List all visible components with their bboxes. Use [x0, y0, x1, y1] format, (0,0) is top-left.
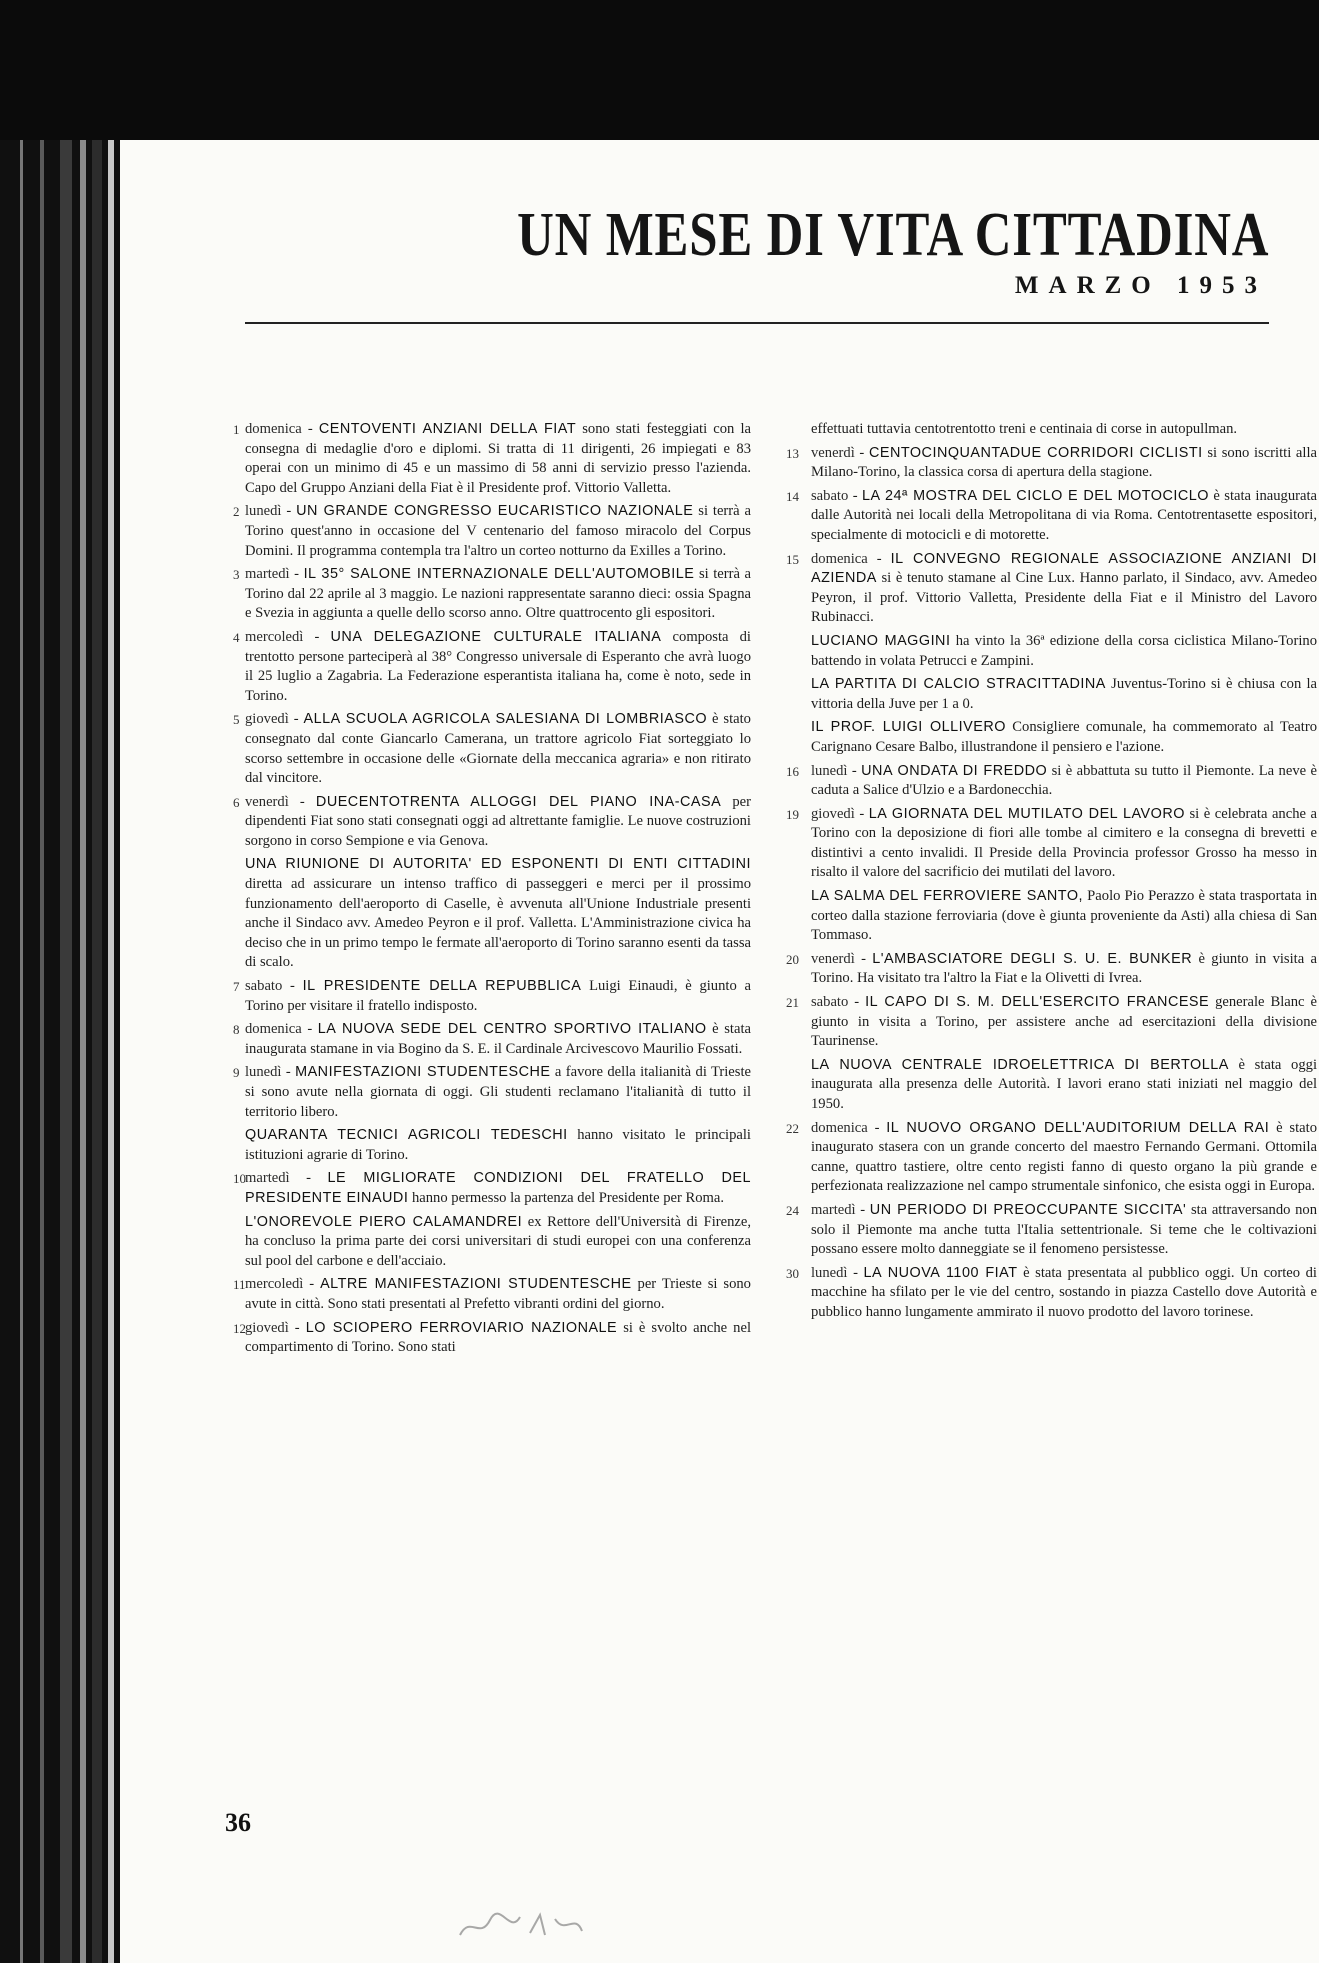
- calendar-entry: 11 mercoledì - ALTRE MANIFESTAZIONI STUDENTESCHE per Trieste si sono avute in città. Sono stati presentati al Prefetto vibranti ordini del giorno.: [233, 1276, 751, 1312]
- entry-date-number: 13: [786, 445, 799, 461]
- entry-weekday: sabato: [811, 994, 849, 1011]
- calendar-entry: [811, 420, 1317, 440]
- entry-weekday: sabato: [245, 978, 283, 995]
- entry-headline: LA NUOVA SEDE DEL CENTRO SPORTIVO ITALIANO: [317, 1021, 707, 1038]
- entry-weekday: martedì: [245, 1170, 290, 1187]
- entry-text: sta attraversando non solo il Piemonte ma anche tutta l'Italia settentrionale. Si teme che le coltivazioni possano essere molto danneggiate se il fenomeno persistesse.: [811, 1201, 1317, 1258]
- entry-date-number: 20: [786, 951, 799, 967]
- page-edge-line: [40, 140, 44, 1963]
- entry-weekday: lunedì: [245, 1064, 282, 1081]
- page-edge-line: [108, 140, 114, 1963]
- entry-text: è stato consegnato dal conte Giancarlo Camerana, un trattore agricolo Fiat sorteggiato lo scorso settembre in occasione delle «Giornate della meccanica agraria» e non ritirato dal vincitore.: [245, 711, 751, 787]
- entry-headline: IL CAPO DI S. M. DELL'ESERCITO FRANCESE: [865, 994, 1210, 1011]
- entry-weekday: domenica: [245, 1021, 302, 1038]
- entry-weekday: mercoledì: [245, 628, 304, 645]
- entry-weekday: lunedì: [811, 1264, 848, 1281]
- page-subtitle: MARZO 1953: [1014, 272, 1267, 299]
- entry-text: si sono iscritti alla Milano-Torino, la classica corsa di apertura della stagione.: [811, 444, 1317, 481]
- calendar-entry: 10 martedì - LE MIGLIORATE CONDIZIONI DEL FRATELLO DEL PRESIDENTE EINAUDI hanno permesso la partenza del Presidente per Roma.: [233, 1170, 751, 1206]
- entry-headline: LO SCIOPERO FERROVIARIO NAZIONALE: [305, 1319, 618, 1336]
- entry-date-number: 1: [233, 422, 240, 437]
- scan-artifact-mark: [450, 1905, 590, 1945]
- entry-weekday: venerdì: [811, 444, 855, 461]
- entry-headline: CENTOCINQUANTADUE CORRIDORI CICLISTI: [868, 444, 1203, 461]
- entry-date-number: 22: [786, 1120, 799, 1136]
- entry-text: Consigliere comunale, ha commemorato al Teatro Carignano Cesare Balbo, illustrandone il pensiero e l'azione.: [811, 719, 1317, 755]
- entry-headline: LUCIANO MAGGINI: [811, 632, 951, 649]
- entry-headline: UNA RIUNIONE DI AUTORITA' ED ESPONENTI DI ENTI CITTADINI: [245, 856, 751, 873]
- entry-headline: LA SALMA DEL FERROVIERE SANTO,: [811, 888, 1084, 905]
- right-column: [786, 420, 1318, 1327]
- entry-text: per Trieste si sono avute in città. Sono stati presentati al Prefetto vibranti ordini del giorno.: [245, 1276, 751, 1312]
- entry-weekday: giovedì: [245, 1319, 289, 1336]
- entry-headline: L'AMBASCIATORE DEGLI S. U. E. BUNKER: [872, 950, 1193, 967]
- entry-text: è stato inaugurato stasera con un grande concerto del maestro Fernando Germani. Ottomila canne, quattro tastiere, oltre cento registi fanno di questo organo la più grande e perfezionata realizzazione nel campo strumentale sinfonico, che esista oggi in Europa.: [811, 1119, 1317, 1195]
- entry-text: si è abbattuta su tutto il Piemonte. La neve è caduta a Salice d'Ulzio e a Bardonecchia.: [811, 762, 1317, 799]
- calendar-entry: [811, 718, 1317, 757]
- entry-text: si è celebrata anche a Torino con la deposizione di fiori alle tombe al cimitero e la consegna di brevetti e distintivi a cento invalidi. Il Preside della Provincia professor Grosso ha messo in risalto il valore del sacrificio dei mutilati del lavoro.: [811, 805, 1317, 881]
- entry-headline: DUECENTOTRENTA ALLOGGI DEL PIANO INA-CASA: [315, 793, 722, 810]
- entry-headline: UN GRANDE CONGRESSO EUCARISTICO NAZIONALE: [296, 503, 694, 520]
- entry-text: Paolo Pio Perazzo è stata trasportata in corteo dalla stazione ferroviaria (dove è giunta proveniente da Asti) alla chiesa di San Tommaso.: [811, 888, 1317, 944]
- calendar-entry: 13 venerdì - CENTOCINQUANTADUE CORRIDORI CICLISTI si sono iscritti alla Milano-Torino, la classica corsa di apertura della stagione.: [786, 444, 1317, 481]
- page-edge-line: [92, 140, 102, 1963]
- entry-headline: IL PRESIDENTE DELLA REPUBBLICA: [302, 978, 582, 995]
- entry-headline: LA GIORNATA DEL MUTILATO DEL LAVORO: [868, 805, 1185, 822]
- entry-weekday: domenica: [245, 421, 302, 437]
- entry-text: è stata presentata al pubblico oggi. Un corteo di macchine ha sfilato per le vie del centro, sostando in piazza Castello dove Autorità e pubblico hanno lungamente ammirato il nuovo prodotto del lavoro torinese.: [811, 1264, 1317, 1320]
- entry-date-number: 5: [233, 712, 240, 728]
- entry-date-number: 7: [233, 979, 240, 995]
- entry-text: composta di trentotto persone parteciperà al 38° Congresso universale di Esperanto che avrà luogo il 25 luglio a Zagabria. La Federazione esperantista italiana ha, come è noto, sede in Torino.: [245, 628, 751, 704]
- entry-date-number: 8: [233, 1022, 240, 1038]
- calendar-entry: 15 domenica - IL CONVEGNO REGIONALE ASSOCIAZIONE ANZIANI DI AZIENDA si è tenuto stamane al Cine Lux. Hanno parlato, il Sindaco, avv. Amedeo Peyron, il prof. Vittorio Valletta, Presidente della Fiat e il Ministro del Lavoro Rubinacci.: [786, 550, 1317, 626]
- calendar-entry: 8 domenica - LA NUOVA SEDE DEL CENTRO SPORTIVO ITALIANO è stata inaugurata stamane in via Bogino da S. E. il Cardinale Arcivescovo Maurilio Fossati.: [233, 1021, 751, 1057]
- entry-text: hanno visitato le principali istituzioni agrarie di Torino.: [245, 1127, 751, 1163]
- calendar-entry: 22 domenica - IL NUOVO ORGANO DELL'AUDITORIUM DELLA RAI è stato inaugurato stasera con un grande concerto del maestro Fernando Germani. Ottomila canne, quattro tastiere, oltre cento registi fanno di questo organo la più grande e perfezionata realizzazione nel campo strumentale sinfonico, che esista oggi in Europa.: [786, 1119, 1317, 1195]
- left-column: [233, 420, 751, 1362]
- entry-weekday: martedì: [811, 1201, 856, 1218]
- entry-date-number: 16: [786, 763, 799, 779]
- entry-text: Juventus-Torino si è chiusa con la vittoria della Juve per 1 a 0.: [811, 676, 1317, 712]
- entry-headline: L'ONOREVOLE PIERO CALAMANDREI: [245, 1213, 523, 1230]
- entry-headline: IL CONVEGNO REGIONALE ASSOCIAZIONE ANZIANI DI AZIENDA: [811, 550, 1317, 587]
- entry-headline: UNA ONDATA DI FREDDO: [861, 762, 1048, 779]
- page-title: UN MESE DI VITA CITTADINA: [516, 201, 1269, 269]
- entry-text: hanno permesso la partenza del Presidente per Roma.: [411, 1189, 725, 1206]
- entry-headline: LA NUOVA CENTRALE IDROELETTRICA DI BERTOLLA: [811, 1056, 1229, 1073]
- entry-text: effettuati tuttavia centotrentotto treni e centinaia di corse in autopullman.: [811, 421, 1238, 437]
- entry-date-number: 9: [233, 1065, 240, 1081]
- entry-weekday: domenica: [811, 550, 868, 567]
- calendar-entry: [811, 632, 1317, 671]
- calendar-entry: 1 domenica - CENTOVENTI ANZIANI DELLA FIAT sono stati festeggiati con la consegna di medaglie d'oro e diplomi. Si tratta di 11 dirigenti, 26 impiegati e 83 operai con un minimo di 45 e un massimo di 58 anni di servizio presso l'azienda. Capo del Gruppo Anziani della Fiat è il Presidente prof. Vittorio Valletta.: [233, 421, 751, 496]
- entry-weekday: sabato: [811, 487, 849, 504]
- calendar-entry: 14 sabato - LA 24ª MOSTRA DEL CICLO E DEL MOTOCICLO è stata inaugurata dalle Autorità nei locali della Metropolitana di via Roma. Centotrentasette espositori, specialmente di motocicli e di motorette.: [786, 487, 1317, 543]
- entry-text: si è svolto anche nel compartimento di Torino. Sono stati: [245, 1319, 751, 1356]
- entry-text: è stata inaugurata dalle Autorità nei locali della Metropolitana di via Roma. Centotrentasette espositori, specialmente di motocicli e di motorette.: [811, 487, 1317, 543]
- calendar-entry: 6 venerdì - DUECENTOTRENTA ALLOGGI DEL PIANO INA-CASA per dipendenti Fiat sono stati consegnati oggi ad altrettante famiglie. Le nuove costruzioni sorgono in corso Sempione e via Genova.: [233, 793, 751, 849]
- entry-weekday: lunedì: [811, 762, 848, 779]
- calendar-entry: [811, 1056, 1317, 1115]
- calendar-entry: 9 lunedì - MANIFESTAZIONI STUDENTESCHE a favore della italianità di Trieste si sono avute nella giornata di oggi. Gli studenti reclamano l'italianità di tutto il territorio libero.: [233, 1064, 751, 1120]
- calendar-entry: 24 martedì - UN PERIODO DI PREOCCUPANTE SICCITA' sta attraversando non solo il Piemonte ma anche tutta l'Italia settentrionale. Si teme che le coltivazioni possano essere molto danneggiate se il fenomeno persistesse.: [786, 1201, 1317, 1258]
- entry-headline: MANIFESTAZIONI STUDENTESCHE: [295, 1064, 551, 1081]
- entry-headline: UNA DELEGAZIONE CULTURALE ITALIANA: [330, 628, 662, 645]
- entry-text: per dipendenti Fiat sono stati consegnati oggi ad altrettante famiglie. Le nuove costruzioni sorgono in corso Sempione e via Genova.: [245, 793, 751, 849]
- page-edge-line: [80, 140, 86, 1963]
- entry-date-number: 14: [786, 488, 799, 504]
- entry-date-number: 12: [233, 1320, 246, 1336]
- entry-date-number: 10: [233, 1171, 246, 1187]
- calendar-entry: 4 mercoledì - UNA DELEGAZIONE CULTURALE ITALIANA composta di trentotto persone parteciperà al 38° Congresso universale di Esperanto che avrà luogo il 25 luglio a Zagabria. La Federazione esperantista italiana ha, come è noto, sede in Torino.: [233, 628, 751, 704]
- entry-text: Luigi Einaudi, è giunto a Torino per visitare il fratello indisposto.: [245, 978, 751, 1014]
- entry-text: si è tenuto stamane al Cine Lux. Hanno parlato, il Sindaco, avv. Amedeo Peyron, il prof. Vittorio Valletta, Presidente della Fiat e il Ministro del Lavoro Rubinacci.: [811, 570, 1317, 626]
- entry-text: sono stati festeggiati con la consegna di medaglie d'oro e diplomi. Si tratta di 11 dirigenti, 26 impiegati e 83 operai con un minimo di 45 e un massimo di 58 anni di servizio presso l'azienda. Capo del Gruppo Anziani della Fiat è il Presidente prof. Vittorio Valletta.: [245, 421, 751, 496]
- calendar-entry: 12 giovedì - LO SCIOPERO FERROVIARIO NAZIONALE si è svolto anche nel compartimento di Torino. Sono stati: [233, 1319, 751, 1356]
- entry-headline: ALTRE MANIFESTAZIONI STUDENTESCHE: [320, 1276, 632, 1293]
- title-rule: [245, 322, 1269, 324]
- entry-weekday: martedì: [245, 566, 290, 583]
- entry-text: generale Blanc è giunto in visita a Torino, per assistere anche ad esercitazioni della divisione Taurinense.: [811, 994, 1317, 1050]
- calendar-entry: [245, 1126, 751, 1165]
- entry-headline: LE MIGLIORATE CONDIZIONI DEL FRATELLO DEL PRESIDENTE EINAUDI: [245, 1170, 751, 1206]
- entry-headline: IL PROF. LUIGI OLLIVERO: [811, 719, 1006, 736]
- calendar-entry: 5 giovedì - ALLA SCUOLA AGRICOLA SALESIANA DI LOMBRIASCO è stato consegnato dal conte Giancarlo Camerana, un trattore agricolo Fiat sorteggiato lo scorso settembre in occasione delle «Giornate della meccanica agraria» e non ritirato dal vincitore.: [233, 711, 751, 787]
- page-edge-line: [60, 140, 72, 1963]
- calendar-entry: 3 martedì - IL 35° SALONE INTERNAZIONALE DELL'AUTOMOBILE si terrà a Torino dal 22 aprile al 3 maggio. Le nazioni rappresentate saranno dieci: ossia Spagna e Svezia in aggiunta a quelle dello scorso anno. Oltre quattrocento gli espositori.: [233, 566, 751, 622]
- entry-headline: LA NUOVA 1100 FIAT: [863, 1264, 1018, 1281]
- entry-text: si terrà a Torino quest'anno in occasione del V centenario del famoso miracolo del Corpus Domini. Il programma contempla tra l'altro un corteo notturno da Exilles a Torino.: [245, 503, 751, 559]
- entry-date-number: 6: [233, 794, 240, 810]
- page-edge-line: [20, 140, 23, 1963]
- entry-date-number: 2: [233, 504, 240, 520]
- entry-weekday: venerdì: [245, 793, 289, 810]
- calendar-entry: [245, 1213, 751, 1272]
- calendar-entry: 19 giovedì - LA GIORNATA DEL MUTILATO DEL LAVORO si è celebrata anche a Torino con la deposizione di fiori alle tombe al cimitero e la consegna di brevetti e distintivi a cento invalidi. Il Preside della Provincia professor Grosso ha messo in risalto il valore del sacrificio dei mutilati del lavoro.: [786, 805, 1317, 881]
- entry-date-number: 15: [786, 551, 799, 567]
- calendar-entry: [811, 675, 1317, 714]
- entry-headline: IL 35° SALONE INTERNAZIONALE DELL'AUTOMOBILE: [303, 566, 695, 583]
- entry-weekday: domenica: [811, 1119, 868, 1136]
- entry-weekday: giovedì: [811, 805, 855, 822]
- entry-text: a favore della italianità di Trieste si sono avute nella giornata di oggi. Gli studenti reclamano l'italianità di tutto il territorio libero.: [245, 1064, 751, 1120]
- entry-weekday: mercoledì: [245, 1276, 304, 1293]
- entry-date-number: 4: [233, 629, 240, 645]
- entry-weekday: venerdì: [811, 950, 855, 967]
- entry-headline: IL NUOVO ORGANO DELL'AUDITORIUM DELLA RAI: [886, 1119, 1270, 1136]
- entry-headline: ALLA SCUOLA AGRICOLA SALESIANA DI LOMBRIASCO: [303, 711, 708, 728]
- entry-text: si terrà a Torino dal 22 aprile al 3 maggio. Le nazioni rappresentate saranno dieci: ossia Spagna e Svezia in aggiunta a quelle dello scorso anno. Oltre quattrocento gli espositori.: [245, 566, 751, 622]
- entry-date-number: 11: [233, 1277, 246, 1293]
- entry-text: ex Rettore dell'Università di Firenze, ha concluso la prima parte dei corsi universitari di studi europei con una conferenza sul pool del carbone e dell'acciaio.: [245, 1213, 751, 1269]
- entry-headline: CENTOVENTI ANZIANI DELLA FIAT: [318, 421, 577, 437]
- entry-date-number: 19: [786, 806, 799, 822]
- entry-date-number: 3: [233, 567, 240, 583]
- calendar-entry: 21 sabato - IL CAPO DI S. M. DELL'ESERCITO FRANCESE generale Blanc è giunto in visita a Torino, per assistere anche ad esercitazioni della divisione Taurinense.: [786, 994, 1317, 1050]
- entry-date-number: 24: [786, 1202, 799, 1218]
- entry-text: diretta ad assicurare un intenso traffico di passeggeri e merci per il prossimo funzionamento dell'aeroporto di Caselle, è avvenuta all'Unione Industriale presenti anche il Sindaco avv. Amedeo Peyron e il prof. Valletta. L'Amministrazione civica ha deciso che in un primo tempo le fermate all'aeroporto di Torino saranno esenti da tassa di scalo.: [245, 876, 751, 971]
- calendar-entry: 2 lunedì - UN GRANDE CONGRESSO EUCARISTICO NAZIONALE si terrà a Torino quest'anno in occasione del V centenario del famoso miracolo del Corpus Domini. Il programma contempla tra l'altro un corteo notturno da Exilles a Torino.: [233, 503, 751, 559]
- calendar-entry: 16 lunedì - UNA ONDATA DI FREDDO si è abbattuta su tutto il Piemonte. La neve è caduta a Salice d'Ulzio e a Bardonecchia.: [786, 762, 1317, 799]
- entry-text: è giunto in visita a Torino. Ha visitato tra l'altro la Fiat e la Olivetti di Ivrea.: [811, 950, 1317, 987]
- entry-date-number: 21: [786, 995, 799, 1011]
- entry-text: è stata oggi inaugurata alla presenza delle Autorità. I lavori erano stati iniziati nel maggio del 1950.: [811, 1056, 1318, 1112]
- entry-headline: UN PERIODO DI PREOCCUPANTE SICCITA': [869, 1201, 1187, 1218]
- calendar-entry: 30 lunedì - LA NUOVA 1100 FIAT è stata presentata al pubblico oggi. Un corteo di macchine ha sfilato per le vie del centro, sostando in piazza Castello dove Autorità e pubblico hanno lungamente ammirato il nuovo prodotto del lavoro torinese.: [786, 1264, 1317, 1320]
- page-number: 36: [225, 1808, 251, 1837]
- calendar-entry: 7 sabato - IL PRESIDENTE DELLA REPUBBLICA Luigi Einaudi, è giunto a Torino per visitare il fratello indisposto.: [233, 978, 751, 1014]
- scan-top-band: [0, 0, 1319, 150]
- entry-headline: LA PARTITA DI CALCIO STRACITTADINA: [811, 676, 1106, 693]
- entry-date-number: 30: [786, 1265, 799, 1281]
- calendar-entry: [811, 887, 1317, 946]
- calendar-entry: 20 venerdì - L'AMBASCIATORE DEGLI S. U. E. BUNKER è giunto in visita a Torino. Ha visitato tra l'altro la Fiat e la Olivetti di Ivrea.: [786, 950, 1317, 987]
- entry-headline: QUARANTA TECNICI AGRICOLI TEDESCHI: [245, 1127, 568, 1144]
- entry-headline: LA 24ª MOSTRA DEL CICLO E DEL MOTOCICLO: [861, 487, 1209, 504]
- entry-text: ha vinto la 36ª edizione della corsa ciclistica Milano-Torino battendo in volata Petrucci e Zampini.: [811, 632, 1317, 669]
- entry-weekday: lunedì: [245, 503, 282, 520]
- entry-text: è stata inaugurata stamane in via Bogino da S. E. il Cardinale Arcivescovo Maurilio Fossati.: [245, 1021, 751, 1057]
- entry-weekday: giovedì: [245, 711, 289, 728]
- calendar-entry: [245, 855, 751, 973]
